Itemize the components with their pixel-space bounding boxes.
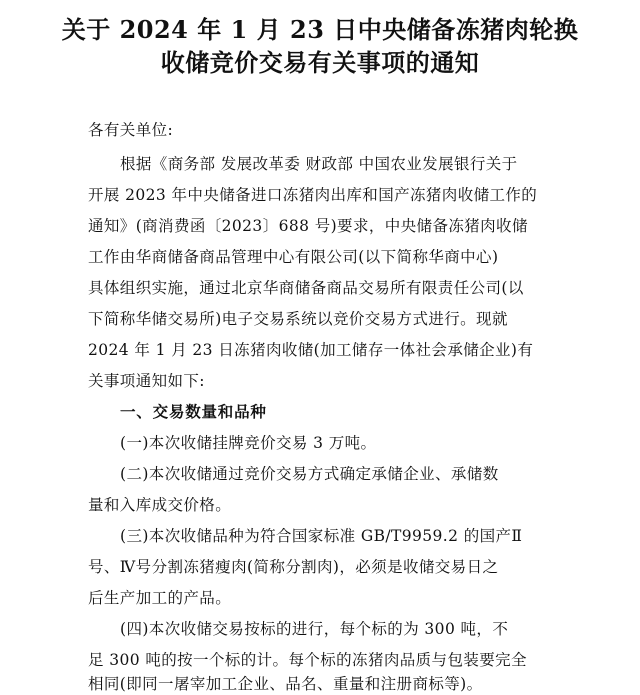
body-line: (二)本次收储通过竞价交易方式确定承储企业、承储数 [120, 465, 499, 483]
body-line: (三)本次收储品种为符合国家标准 GB/T9959.2 的国产Ⅱ [120, 527, 523, 545]
body-line: (一)本次收储挂牌竞价交易 3 万吨。 [120, 434, 377, 452]
body-line: 后生产加工的产品。 [88, 589, 232, 607]
body-line: 工作由华商储备商品管理中心有限公司(以下简称华商中心) [88, 248, 499, 266]
notice-title-line-1: 关于 2024 年 1 月 23 日中央储备冻猪肉轮换 [61, 15, 579, 44]
body-line: 根据《商务部 发展改革委 财政部 中国农业发展银行关于 [120, 155, 518, 173]
body-line: 关事项通知如下: [88, 372, 205, 390]
body-line: 量和入库成交价格。 [88, 496, 232, 514]
body-line: 足 300 吨的按一个标的计。每个标的冻猪肉品质与包装要完全 [88, 651, 527, 669]
body-line: 开展 2023 年中央储备进口冻猪肉出库和国产冻猪肉收储工作的 [88, 186, 538, 204]
salutation: 各有关单位: [88, 121, 174, 139]
body-line: (四)本次收储交易按标的进行，每个标的为 300 吨，不 [120, 620, 509, 638]
section-heading: 一、交易数量和品种 [120, 402, 267, 421]
notice-title-line-2: 收储竞价交易有关事项的通知 [160, 48, 480, 77]
body-line: 2024 年 1 月 23 日冻猪肉收储(加工储存一体社会承储企业)有 [88, 341, 534, 359]
body-line: 具体组织实施，通过北京华商储备商品交易所有限责任公司(以 [88, 279, 524, 297]
body-line: 相同(即同一屠宰加工企业、品名、重量和注册商标等)。 [88, 675, 483, 693]
body-line: 通知》(商消费函〔2023〕688 号)要求，中央储备冻猪肉收储 [88, 217, 528, 235]
body-line: 号、Ⅳ号分割冻猪瘦肉(简称分割肉)，必须是收储交易日之 [88, 558, 499, 576]
body-line: 下简称华储交易所)电子交易系统以竞价交易方式进行。现就 [88, 310, 508, 328]
